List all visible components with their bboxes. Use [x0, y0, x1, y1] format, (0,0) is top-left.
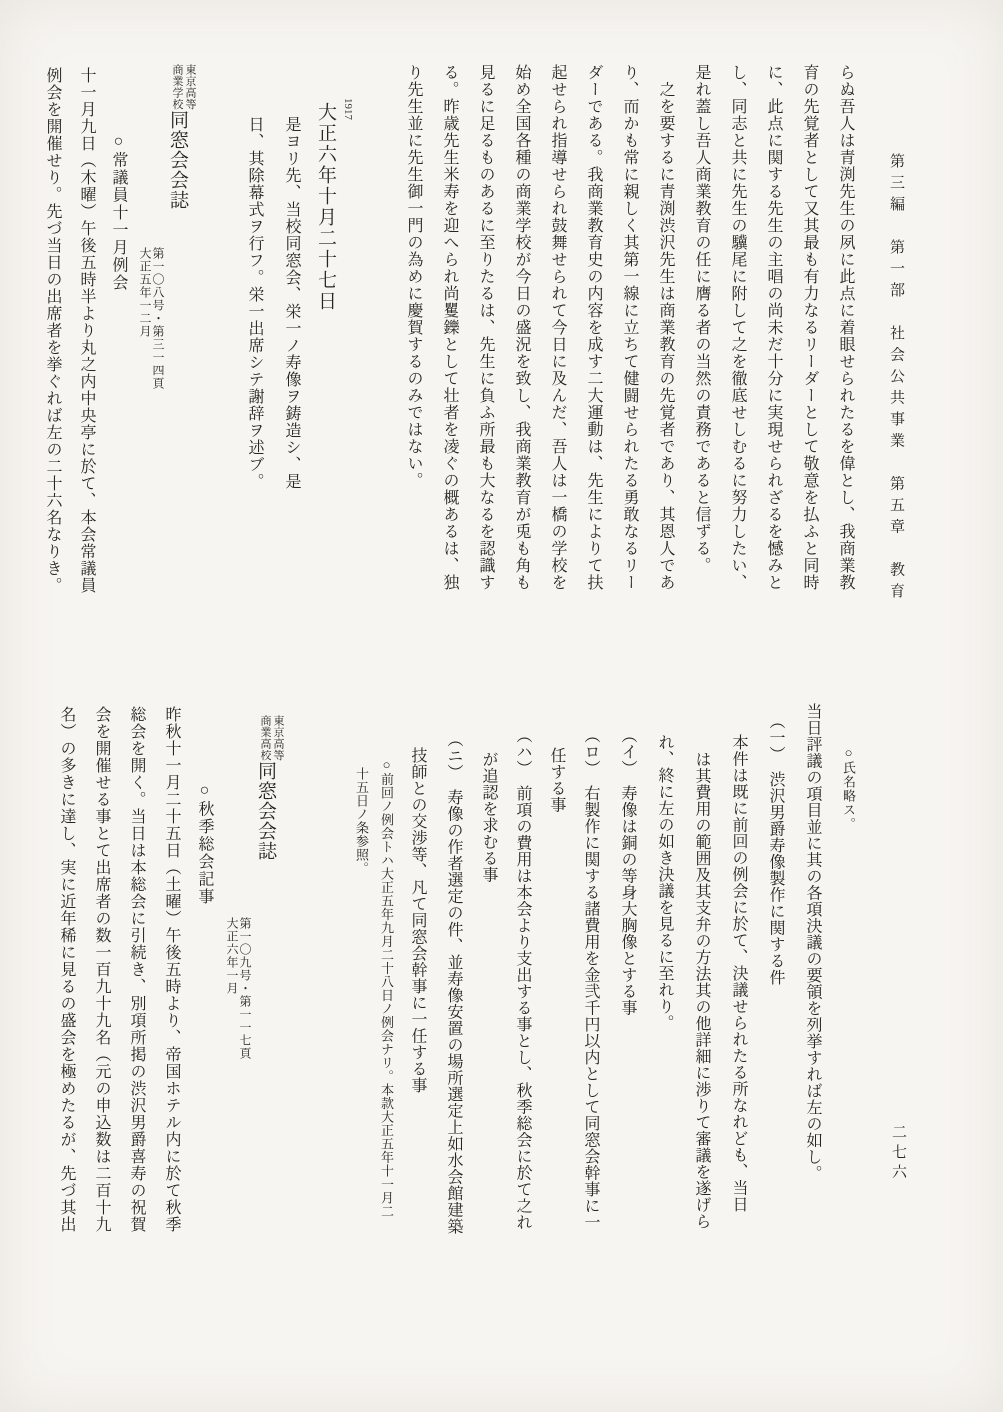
text-line: 見るに足るものあるに至りたるは、先生に負ふ所最も大なるを認識す	[477, 64, 494, 591]
school-name-part: 商業高校	[259, 715, 271, 761]
text-line: 任する事	[548, 747, 565, 813]
issue-number: 第一〇九号・第一一七頁	[238, 917, 252, 1060]
page-number: 二七六	[890, 1124, 906, 1184]
text-line: 例会を開催せり。先づ当日の出席者を挙ぐれば左の二十六名なりき。	[44, 67, 61, 594]
text-line: 名）の多きに達し、実に近年稀に見るの盛会を極めたるが、先づ其出	[58, 706, 75, 1233]
text-line: り、而かも常に親しく其第一線に立ちて健闘せられたる勇敢なるリー	[621, 64, 638, 591]
text-line: 当日評議の項目並に其の各項決議の要領を列挙すれば左の如し。	[804, 703, 821, 1182]
year-label: 1917	[342, 98, 354, 120]
editor-note-line: ○前回ノ例会トハ大正五年九月二十八日ノ例会ナリ。本款大正五年十一月二	[379, 757, 394, 1218]
issue-stack	[225, 917, 251, 1060]
sub-item-ni: （ニ） 寿像の作者選定の件、並寿像安置の場所選定上如水会館建築	[445, 731, 462, 1235]
text-line: ダーである。我商業教育史の内容を成す二大運動は、先生によりて扶	[585, 64, 602, 591]
text-line: 日、其除幕式ヲ行フ。栄一出席シテ謝辞ヲ述ブ。	[246, 116, 263, 490]
item-heading: （一） 渋沢男爵寿像製作に関する件	[767, 713, 784, 986]
resolutions-text	[349, 703, 830, 1343]
entry-date: 大正六年十月二十七日	[315, 102, 336, 312]
text-line: が追認を求むる事	[480, 751, 497, 883]
top-paragraph	[395, 64, 863, 624]
text-line: 技師との交渉等、凡て同窓会幹事に一任する事	[409, 747, 426, 1094]
school-name-part: 商業学校	[171, 64, 183, 110]
text-line: る。昨歳先生米寿を迎へられ尚矍鑠として壮者を凌ぐの概あるは、独	[441, 64, 458, 591]
school-name	[258, 715, 284, 761]
diary-entry-1917	[236, 94, 355, 614]
names-omitted-note: ○氏名略ス。	[841, 745, 856, 831]
source-citation-1	[35, 64, 196, 629]
journal-title-line	[251, 706, 284, 1356]
text-line: 之を要するに青渕渋沢先生は商業教育の先覚者であり、其恩人であ	[657, 81, 674, 591]
running-head: 第三編 第一部 社会公共事業 第五章 教育	[888, 153, 904, 605]
text-line: 十一月九日（木曜）午後五時半より丸之内中央亭に於て、本会常議員	[78, 67, 95, 594]
editor-note-line: 十五日ノ条参照。	[354, 767, 369, 875]
text-line: 育の先覚者として又其最も有力なるリーダーとして敬意を払ふと同時	[801, 64, 818, 591]
school-name-part: 東京高等	[272, 715, 284, 761]
sub-item-i: （イ） 寿像は銅の等身大胸像とする事	[619, 727, 636, 1016]
article-subheading: ○秋季総会記事	[196, 782, 213, 906]
journal-title: 同窓会会誌	[255, 761, 276, 861]
school-name	[170, 64, 196, 110]
source-citation-2	[49, 706, 284, 1356]
issue-stack	[138, 247, 164, 390]
text-line: は其費用の範囲及其支弁の方法其の他詳細に渉りて審議を遂げら	[693, 751, 710, 1230]
journal-title-line	[164, 64, 196, 629]
text-line: に、此点に関する先生の主唱の尚未だ十分に実現せられざるを憾みと	[765, 64, 782, 591]
text-line: 会を開催せる事とて出席者の数一百九十九名（元の申込数は二百十九	[93, 706, 110, 1233]
text-line: 昨秋十一月二十五日（土曜）午後五時より、帝国ホテル内に於て秋季	[163, 706, 180, 1233]
issue-date: 大正五年一二月	[138, 247, 152, 338]
issue-number: 第一〇八号・第三一四頁	[151, 247, 165, 390]
school-name-part: 東京高等	[184, 64, 196, 110]
issue-info	[133, 64, 164, 629]
journal-title: 同窓会会誌	[167, 110, 188, 210]
text-line: 本件は既に前回の例会に於て、決議せられたる所なれども、当日	[730, 734, 747, 1213]
text-line: 起せられ指導せられ鼓舞せられて今日に及んだ、吾人は一橋の学校を	[549, 64, 566, 591]
text-line: 始め全国各種の商業学校が今日の盛況を致し、我商業教育が兎も角も	[513, 64, 530, 591]
issue-info	[219, 706, 251, 1356]
text-line: 是れ蓋し吾人商業教育の任に膺る者の当然の責務であると信ずる。	[693, 64, 710, 574]
issue-date: 大正六年一月	[225, 917, 239, 995]
article-subheading: ○常議員十一月例会	[110, 133, 127, 292]
text-line: り先生並に先生御一門の為めに慶賀するのみではない。	[405, 64, 422, 489]
text-line: れ、終に左の如き決議を見るに至れり。	[656, 734, 673, 1031]
text-line: 是ヨリ先、当校同窓会、栄一ノ寿像ヲ鋳造シ、是	[283, 116, 300, 490]
sub-item-ro: （ロ） 右製作に関する諸費用を金弐千円以内として同窓会幹事に一	[582, 727, 599, 1231]
sub-item-ha: （ハ） 前項の費用は本会より支出する事とし、秋季総会に於て之れ	[514, 727, 531, 1231]
text-line: らぬ吾人は青渕先生の夙に此点に着眼せられたるを偉とし、我商業教	[837, 64, 854, 591]
text-line: 総会を開く。当日は本総会に引続き、別項所掲の渋沢男爵喜寿の祝賀	[128, 706, 145, 1233]
text-line: し、同志と共に先生の驥尾に附して之を徹底せしむるに努力したい、	[729, 64, 746, 591]
